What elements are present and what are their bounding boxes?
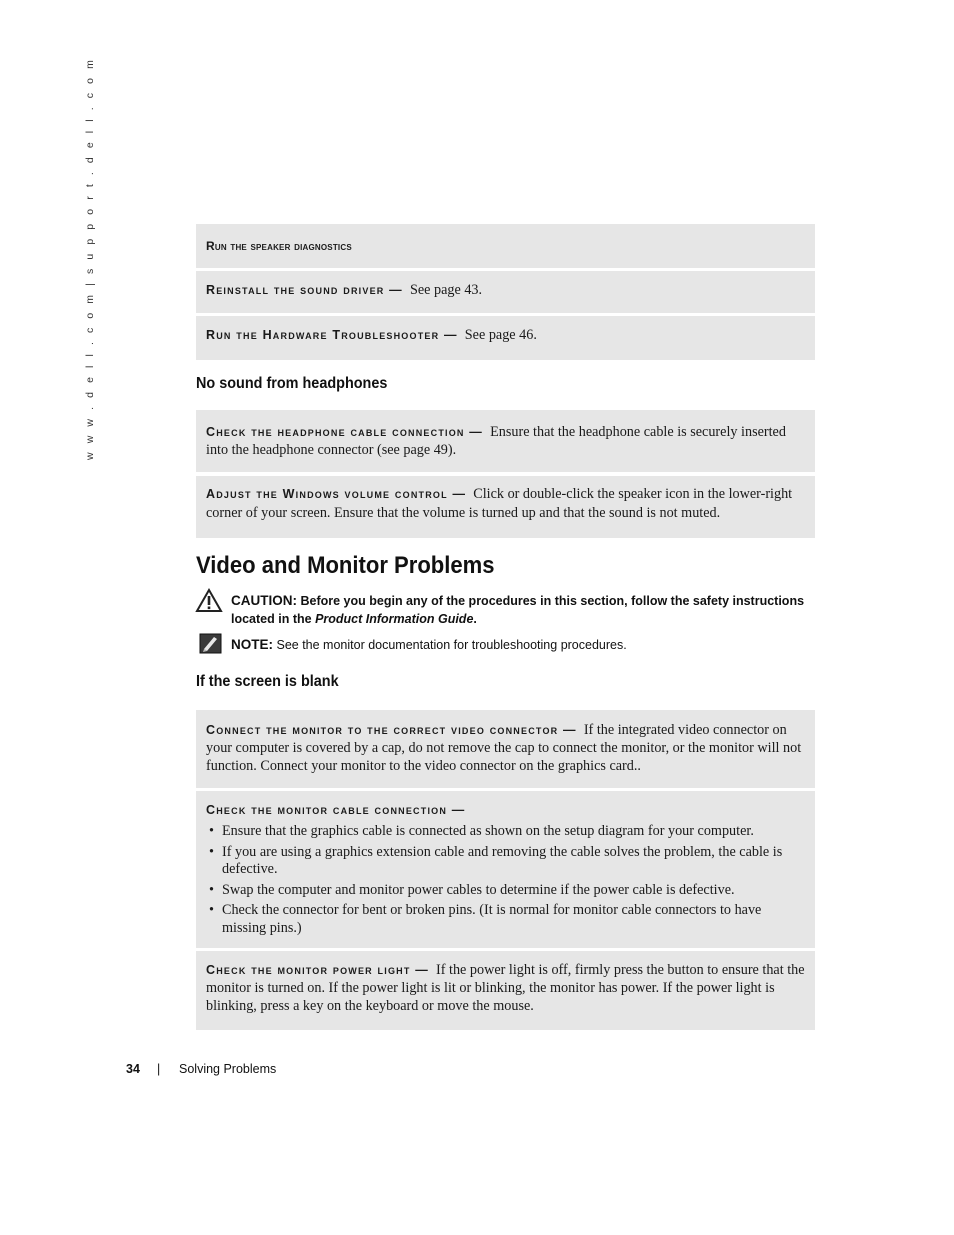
caution-guide: Product Information Guide bbox=[315, 612, 474, 626]
footer-section: Solving Problems bbox=[179, 1062, 277, 1076]
connect-monitor-box bbox=[196, 710, 815, 788]
box-text: See page 43. bbox=[409, 282, 483, 298]
box-title: Check the monitor cable connection — bbox=[206, 803, 466, 817]
box-title: Connect the monitor to the correct video connector — bbox=[206, 723, 577, 737]
list-item: • Check the connector for bent or broken pins. (It is normal for monitor cable connectors to have missing pins.) bbox=[209, 902, 762, 936]
section-heading-blank: If the screen is blank bbox=[196, 673, 339, 690]
box-title: Check the monitor power light — bbox=[206, 963, 429, 977]
volume-control-box bbox=[196, 476, 815, 538]
list-item: • Ensure that the graphics cable is connected as shown on the setup diagram for your computer. bbox=[209, 823, 754, 839]
box-title: Run the speaker diagnostics bbox=[206, 239, 352, 253]
caution-text: Before you begin any of the procedures in this section, follow the safety instructions located in the bbox=[231, 594, 805, 626]
box-text: Ensure that the headphone cable is securely inserted into the headphone connector (see page 49). bbox=[206, 424, 786, 458]
reinstall-driver-box bbox=[196, 271, 815, 313]
box-text: See page 46. bbox=[464, 327, 537, 343]
page-title: Video and Monitor Problems bbox=[196, 552, 495, 579]
speaker-diagnostics-box bbox=[196, 224, 815, 268]
note-label: NOTE: bbox=[231, 637, 273, 652]
bullet-list bbox=[206, 823, 805, 937]
caution-period: . bbox=[473, 612, 477, 626]
box-title: Run the Hardware Troubleshooter — bbox=[206, 328, 458, 342]
headphone-cable-box bbox=[196, 410, 815, 472]
monitor-cable-box bbox=[196, 791, 815, 948]
hardware-troubleshooter-box bbox=[196, 316, 815, 360]
box-title: Reinstall the sound driver — bbox=[206, 283, 403, 297]
box-title: Adjust the Windows volume control — bbox=[206, 487, 467, 501]
page-number: 34 bbox=[126, 1062, 140, 1076]
box-text: If the integrated video connector on your computer is covered by a cap, do not remove the cap to connect the monitor, or the monitor will not function. Connect your monitor to the video connector on the graphics card.. bbox=[206, 722, 802, 774]
note-notice bbox=[231, 636, 811, 654]
list-item: • If you are using a graphics extension cable and removing the cable solves the problem, the cable is defective. bbox=[209, 843, 783, 877]
list-item: • Swap the computer and monitor power cables to determine if the power cable is defective. bbox=[209, 881, 735, 898]
caution-notice bbox=[231, 592, 811, 628]
note-text: See the monitor documentation for troubleshooting procedures. bbox=[276, 638, 627, 652]
box-text: If the power light is off, firmly press the button to ensure that the monitor is turned on. If the power light is lit or blinking, the monitor has power. If the power light is blinking, press a key on the keyboard or move the mouse. bbox=[206, 962, 805, 1014]
footer-separator: | bbox=[157, 1062, 161, 1076]
box-text: Click or double-click the speaker icon in the lower-right corner of your screen. Ensure that the volume is turned up and that the sound is not muted. bbox=[206, 486, 793, 521]
caution-icon bbox=[195, 588, 223, 613]
caution-label: CAUTION: bbox=[231, 593, 297, 608]
side-url: w w w . d e l l . c o m | s u p p o r t . d e l l . c o m bbox=[84, 57, 96, 460]
box-title: Check the headphone cable connection — bbox=[206, 425, 483, 439]
power-light-box bbox=[196, 951, 815, 1030]
section-heading-headphones: No sound from headphones bbox=[196, 375, 388, 392]
note-icon bbox=[199, 633, 222, 654]
